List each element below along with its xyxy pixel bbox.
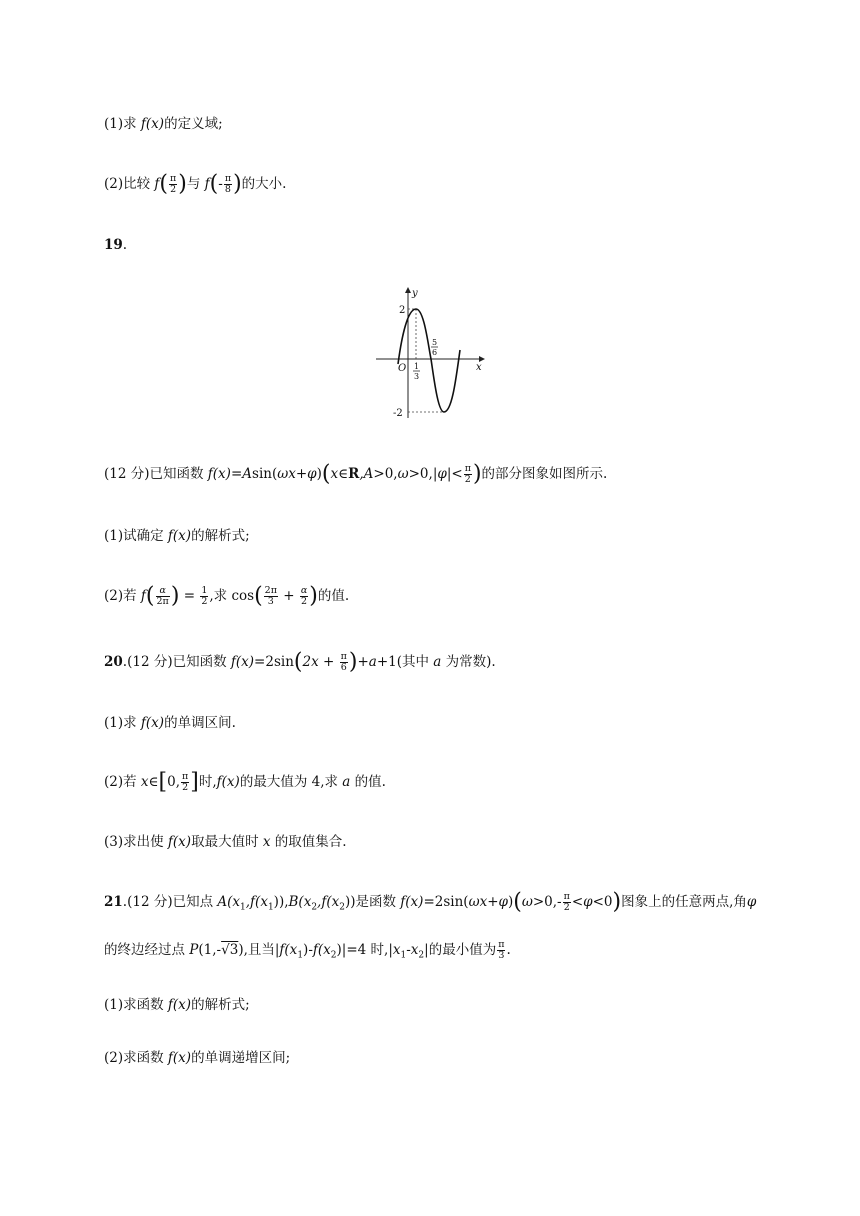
x-tick1-den: 3 bbox=[414, 372, 420, 381]
q21-part1: (1)求函数 f(x)的解析式; bbox=[104, 997, 250, 1013]
q19-sine-graph bbox=[368, 284, 492, 424]
q18-part2-frac2: $\frac{\pi}{8}$ bbox=[224, 173, 232, 195]
y-max-label: 2 bbox=[399, 305, 406, 316]
q19-dot: . bbox=[122, 237, 128, 253]
q18-part2: (2)比较 f( $\frac{\pi}{2}$ )与 f(- $\frac{\pi}{8}$ )的大小. bbox=[104, 171, 287, 197]
y-axis-label: y bbox=[412, 288, 418, 299]
q19-number-line bbox=[104, 235, 127, 255]
q20-number: 20 bbox=[104, 654, 123, 670]
q21-number: 21 bbox=[104, 894, 123, 910]
q19-part1: (1)试确定 f(x)的解析式; bbox=[104, 528, 250, 544]
q18-part2-frac1: $\frac{\pi}{2}$ bbox=[170, 173, 177, 195]
q20-stem: 20.(12 分)已知函数 f(x)=2sin(2x + $\frac{\pi}{6}$ )+a+1(其中 a 为常数). bbox=[104, 649, 496, 675]
q20-part1: (1)求 f(x)的单调区间. bbox=[104, 715, 236, 731]
q18-part2-mid: 与 bbox=[186, 176, 205, 192]
q19-part2: (2)若 f( $\frac{\alpha}{2\pi}$ ) = $\frac{1}{2}$ ,求 cos( $\frac{2\pi}{3}$ + $\frac{\alpha}{2}$ )的值. bbox=[104, 583, 350, 609]
x-tick2-num: 5 bbox=[432, 338, 438, 347]
q21-stem-line1: 21.(12 分)已知点 $A(x_1,f(x_1)),B(x_2,f(x_2))$是函数 f(x)=2sin(ωx+φ)(ω>0,- $\frac{\pi}{2}$ <φ<0)图象上的任意两点,角φ bbox=[104, 889, 757, 915]
origin-label: O bbox=[398, 363, 407, 374]
q18-part2-suffix: 的大小. bbox=[241, 176, 287, 192]
y-min-label: -2 bbox=[393, 408, 403, 419]
q18-part2-f1: f bbox=[154, 176, 160, 192]
q18-part2-f2: f bbox=[204, 176, 210, 192]
q18-part1-fx: f(x) bbox=[140, 116, 165, 132]
q18-part1-prefix: (1)求 bbox=[104, 116, 141, 132]
q18-part2-prefix: (2)比较 bbox=[104, 176, 155, 192]
q21-part2: (2)求函数 f(x)的单调递增区间; bbox=[104, 1050, 291, 1066]
sine-curve bbox=[398, 309, 460, 412]
x-axis-label: x bbox=[476, 362, 482, 373]
q18-part1-suffix: 的定义域; bbox=[164, 116, 223, 132]
x-tick2-den: 6 bbox=[432, 348, 438, 357]
q19-number: 19 bbox=[104, 237, 123, 253]
q21-stem-line2: 的终边经过点 P(1,-√3),且当$|f(x_1)-f(x_2)|=4$ 时$,|x_1-x_2|$的最小值为 $\frac{\pi}{3}$ . bbox=[104, 939, 511, 961]
q19-stem: (12 分)已知函数 f(x)=Asin(ωx+φ)(x∈R,A>0,ω>0,|φ|< $\frac{\pi}{2}$ )的部分图象如图所示. bbox=[104, 461, 608, 487]
x-tick1-num: 1 bbox=[414, 362, 420, 371]
q18-part1 bbox=[104, 114, 223, 134]
q20-part3: (3)求出使 f(x)取最大值时 x 的取值集合. bbox=[104, 834, 347, 850]
q20-part2: (2)若 x∈[0, $\frac{\pi}{2}$ ]时,f(x)的最大值为 4,求 a 的值. bbox=[104, 769, 386, 795]
